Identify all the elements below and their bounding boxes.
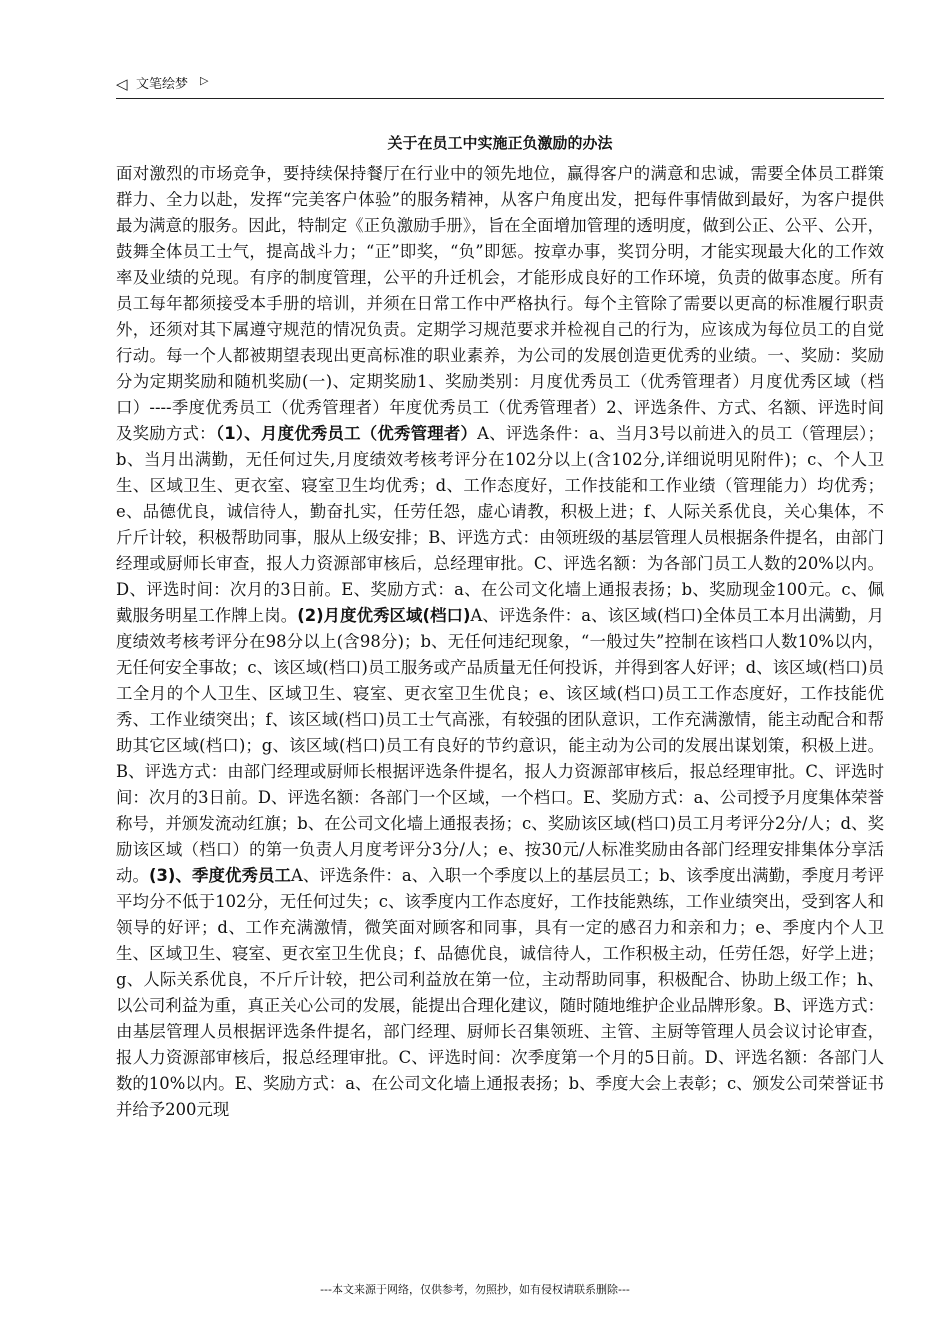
body-segment: A、评选条件：a、该区域(档口)全体员工本月出满勤，月度绩效考核考评分在98分以上(含98分)；b、无任何违纪现象，“一般过失”控制在该档口人数10%以内，无任何安全事故；c、该区域(档口)员工服务或产品质量无任何投诉，并得到客人好评；d、该区域(档口)员工全月的个人卫生、区域卫生、寝室、更衣室卫生优良；e、该区域(档口)员工工作态度好，工作技能优秀、工作业绩突出；f、该区域(档口)员工士气高涨，有较强的团队意识，工作充满激情，能主动配合和帮助其它区域(档口)；g、该区域(档口)员工有良好的节约意识，能主动为公司的发展出谋划策，积极上进。B、评选方式：由部门经理或厨师长根据评选条件提名，报人力资源部审核后，报总经理审批。C、评选时间：次月的3日前。D、评选名额：各部门一个区域，一个档口。E、奖励方式：a、公司授予月度集体荣誉称号，并颁发流动红旗；b、在公司文化墙上通报表扬；c、奖励该区域(档口)员工月考评分2分/人；d、奖励该区域（档口）的第一负责人月度考评分3分/人；e、按30元/人标准奖励由各部门经理安排集体分享活动。	[116, 606, 885, 885]
page-header	[116, 72, 884, 99]
body-segment: A、评选条件：a、当月3号以前进入的员工（管理层）；b、当月出满勤，无任何过失,月度绩效考核考评分在102分以上(含102分,详细说明见附件)；c、个人卫生、区域卫生、更衣室、寝室卫生均优秀；d、工作态度好，工作技能和工作业绩（管理能力）均优秀；e、品德优良，诚信待人，勤奋扎实，任劳任怨，虚心请教，积极上进；f、人际关系优良，关心集体，不斤斤计较，积极帮助同事，服从上级安排；B、评选方式：由领班级的基层管理人员根据条件提名，由部门经理或厨师长审查，报人力资源部审核后，总经理审批。C、评选名额：为各部门员工人数的20%以内。D、评选时间：次月的3日前。E、奖励方式：a、在公司文化墙上通报表扬；b、奖励现金100元。c、佩戴服务明星工作牌上岗。	[116, 424, 884, 625]
section-heading-monthly-area: (2)月度优秀区域(档口)	[297, 606, 471, 625]
section-heading-quarterly-employee: (3)、季度优秀员工	[149, 866, 291, 885]
section-heading-monthly-employee: （1）、月度优秀员工（优秀管理者）	[215, 424, 478, 443]
document-title: 关于在员工中实施正负激励的办法	[387, 134, 613, 152]
footer-note: ---本文来源于网络，仅供参考，勿照抄，如有侵权请联系删除---	[320, 1283, 630, 1296]
body-segment: 面对激烈的市场竞争，要持续保持餐厅在行业中的领先地位，赢得客户的满意和忠诚，需要全体员工群策群力、全力以赴，发挥“完美客户体验”的服务精神，从客户角度出发，把每件事情做到最好，为客户提供最为满意的服务。因此，特制定《正负激励手册》，旨在全面增加管理的透明度，做到公正、公平、公开，鼓舞全体员工士气，提高战斗力；“正”即奖，“负”即惩。按章办事，奖罚分明，才能实现最大化的工作效率及业绩的兑现。有序的制度管理，公平的升迁机会，才能形成良好的工作环境，负责的做事态度。所有员工每年都须接受本手册的培训，并须在日常工作中严格执行。每个主管除了需要以更高的标准履行职责外，还须对其下属遵守规范的情况负责。定期学习规范要求并检视自己的行为，应该成为每位员工的自觉行动。每一个人都被期望表现出更高标准的职业素养，为公司的发展创造更优秀的业绩。一、奖励：奖励分为定期奖励和随机奖励(一)、定期奖励1、奖励类别：月度优秀员工（优秀管理者）月度优秀区域（档口）----季度优秀员工（优秀管理者）年度优秀员工（优秀管理者）2、评选条件、方式、名额、评选时间及奖励方式：	[116, 164, 884, 443]
right-triangle-icon: ▷	[200, 74, 209, 87]
header-brand: 文笔绘梦	[136, 77, 189, 92]
body-segment: A、评选条件：a、入职一个季度以上的基层员工；b、该季度出满勤，季度月考评平均分不低于102分，无任何过失；c、该季度内工作态度好，工作技能熟练，工作业绩突出，受到客人和领导的好评；d、工作充满激情，微笑面对顾客和同事，具有一定的感召力和亲和力；e、季度内个人卫生、区域卫生、寝室、更衣室卫生优良；f、品德优良，诚信待人，工作积极主动，任劳任怨，好学上进；g、人际关系优良，不斤斤计较，把公司利益放在第一位，主动帮助同事，积极配合、协助上级工作；h、以公司利益为重，真正关心公司的发展，能提出合理化建议，随时随地维护企业品牌形象。B、评选方式：由基层管理人员根据评选条件提名，部门经理、厨师长召集领班、主管、主厨等管理人员会议讨论审查，报人力资源部审核后，报总经理审批。C、评选时间：次季度第一个月的5日前。D、评选名额：各部门人数的10%以内。E、奖励方式：a、在公司文化墙上通报表扬；b、季度大会上表彰；c、颁发公司荣誉证书并给予200元现	[116, 866, 885, 1119]
document-body	[116, 161, 884, 1123]
left-triangle-icon: ◁	[116, 75, 128, 93]
